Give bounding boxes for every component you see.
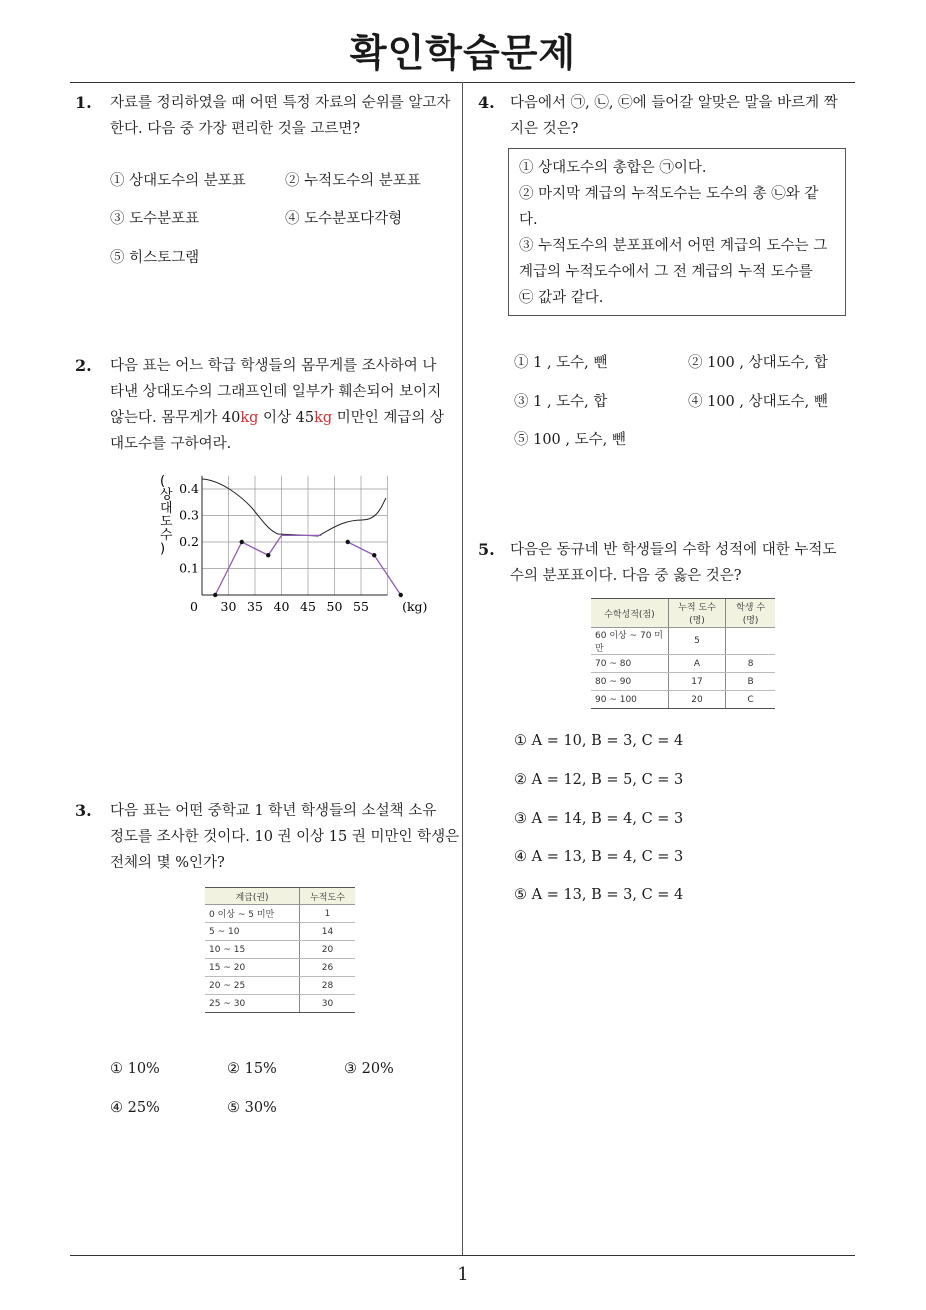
question-number: 2. xyxy=(75,356,92,375)
q1-option-2[interactable]: ② 누적도수의 분포표 xyxy=(285,173,421,189)
data-point xyxy=(266,553,270,557)
table-row xyxy=(205,923,355,941)
question-1 xyxy=(75,90,460,142)
table-header: 누적 도수(명) xyxy=(668,599,725,628)
question-text-line: 타낸 상대도수의 그래프인데 일부가 훼손되어 보이지 xyxy=(110,384,442,400)
table-row xyxy=(205,941,355,959)
table-cell: 80 ~ 90 xyxy=(591,673,668,691)
x-tick-label: 50 xyxy=(326,599,343,614)
table-header-row xyxy=(205,888,355,905)
q1-option-3[interactable]: ③ 도수분포표 xyxy=(110,211,200,227)
x-tick-label: 0 xyxy=(190,599,198,614)
q4-option-1[interactable]: ① 1 , 도수, 뺀 xyxy=(514,355,608,371)
table-cell: 20 ~ 25 xyxy=(205,977,300,995)
table-cell: 15 ~ 20 xyxy=(205,959,300,977)
question-text-line: 대도수를 구하여라. xyxy=(110,436,232,452)
q5-option-1[interactable]: ① A = 10, B = 3, C = 4 xyxy=(514,733,684,749)
table-cell: 28 xyxy=(300,977,356,995)
q3-option-4[interactable]: ④ 25% xyxy=(110,1100,160,1116)
table-cell: 20 xyxy=(300,941,356,959)
statement-line: ㉢ 값과 같다. xyxy=(519,290,604,306)
table-row xyxy=(205,959,355,977)
page-title: 확인학습문제 xyxy=(349,31,577,75)
x-tick-label: 35 xyxy=(247,599,263,614)
table-header: 계급(권) xyxy=(205,888,300,905)
statement-box xyxy=(508,148,846,316)
x-tick-label: 40 xyxy=(273,599,290,614)
x-tick-labels xyxy=(190,599,427,614)
question-2 xyxy=(75,353,460,457)
q1-option-4[interactable]: ④ 도수분포다각형 xyxy=(285,211,403,227)
q1-option-5[interactable]: ⑤ 히스토그램 xyxy=(110,250,200,266)
table-cell: 70 ~ 80 xyxy=(591,655,668,673)
question-text-line: 다음에서 ㉠, ㉡, ㉢에 들어갈 알맞은 말을 바르게 짝 xyxy=(510,95,838,111)
table-row xyxy=(591,628,775,655)
table-cell: 90 ~ 100 xyxy=(591,691,668,709)
table-header-row xyxy=(591,599,775,628)
y-axis-label xyxy=(160,474,173,557)
q4-option-3[interactable]: ③ 1 , 도수, 합 xyxy=(514,394,608,410)
question-text xyxy=(110,798,460,876)
question-text-line: 지은 것은? xyxy=(510,121,579,137)
table-cell: B xyxy=(726,673,775,691)
table-header: 누적도수 xyxy=(300,888,356,905)
table-cell xyxy=(726,628,775,655)
table-cell: 20 xyxy=(668,691,725,709)
statement-line: ③ 누적도수의 분포표에서 어떤 계급의 도수는 그 xyxy=(519,238,828,254)
table-cell: 10 ~ 15 xyxy=(205,941,300,959)
question-text-line: 전체의 몇 %인가? xyxy=(110,855,225,871)
table-row xyxy=(205,995,355,1013)
y-tick-label: 0.2 xyxy=(179,534,199,549)
q3-option-3[interactable]: ③ 20% xyxy=(344,1061,394,1077)
bottom-rule xyxy=(70,1255,855,1256)
question-number: 4. xyxy=(478,93,495,112)
y-axis-label-text: ( 상 대 도 수 ) xyxy=(160,474,173,557)
q4-option-5[interactable]: ⑤ 100 , 도수, 뺀 xyxy=(514,432,626,448)
q3-option-5[interactable]: ⑤ 30% xyxy=(227,1100,277,1116)
x-tick-label: 30 xyxy=(220,599,237,614)
table-row xyxy=(205,977,355,995)
table-cell: 8 xyxy=(726,655,775,673)
q1-option-1[interactable]: ① 상대도수의 분포표 xyxy=(110,173,246,189)
question-text-line: 자료를 정리하였을 때 어떤 특정 자료의 순위를 알고자 xyxy=(110,95,451,111)
column-divider xyxy=(462,82,463,1256)
table-cell: C xyxy=(726,691,775,709)
table-row xyxy=(205,905,355,923)
question-text-line: 정도를 조사한 것이다. 10 권 이상 15 권 미만인 학생은 xyxy=(110,829,460,845)
table-cell: 0 이상 ~ 5 미만 xyxy=(205,905,300,923)
statement-line: ② 마지막 계급의 누적도수는 도수의 총 ㉡와 같 xyxy=(519,186,819,202)
table-cell: 14 xyxy=(300,923,356,941)
text-part: 이상 45 xyxy=(258,410,315,426)
question-text-line: 다음 표는 어떤 중학교 1 학년 학생들의 소설책 소유 xyxy=(110,803,437,819)
table-cell: 25 ~ 30 xyxy=(205,995,300,1013)
question-text xyxy=(510,537,863,589)
text-part: 미만인 계급의 상 xyxy=(332,410,445,426)
question-number: 1. xyxy=(75,93,92,112)
question-text-line: 다음 표는 어느 학급 학생들의 몸무게를 조사하여 나 xyxy=(110,358,437,374)
y-tick-label: 0.4 xyxy=(179,481,199,496)
q3-option-1[interactable]: ① 10% xyxy=(110,1061,160,1077)
question-text xyxy=(510,90,863,142)
question-text-line: 수의 분포표이다. 다음 중 옳은 것은? xyxy=(510,568,742,584)
statement-line: ① 상대도수의 총합은 ㉠이다. xyxy=(519,160,707,176)
q4-option-4[interactable]: ④ 100 , 상대도수, 뺀 xyxy=(688,394,828,410)
question-5 xyxy=(478,537,863,589)
table-cell: A xyxy=(668,655,725,673)
question-text-line: 한다. 다음 중 가장 편리한 것을 고르면? xyxy=(110,121,361,137)
y-tick-label: 0.3 xyxy=(179,507,199,523)
question-4 xyxy=(478,90,863,142)
question-text xyxy=(110,90,460,142)
table-header: 수학성적(점) xyxy=(591,599,668,628)
table-cell: 5 xyxy=(668,628,725,655)
math-score-table xyxy=(591,598,775,709)
relative-frequency-chart xyxy=(150,470,428,620)
data-point xyxy=(240,540,244,544)
unit-kg: kg xyxy=(240,410,259,426)
q3-option-2[interactable]: ② 15% xyxy=(227,1061,277,1077)
data-point xyxy=(399,593,403,597)
damaged-region-outline xyxy=(202,479,386,536)
question-number: 5. xyxy=(478,540,495,559)
question-text-line xyxy=(110,405,460,431)
page-number: 1 xyxy=(457,1264,469,1285)
x-axis-unit: (kg) xyxy=(402,599,428,614)
statement-line: 다. xyxy=(519,212,538,228)
q5-option-3[interactable]: ③ A = 14, B = 4, C = 3 xyxy=(514,811,684,827)
question-number: 3. xyxy=(75,801,92,820)
table-cell: 1 xyxy=(300,905,356,923)
question-3 xyxy=(75,798,460,876)
table-header: 학생 수(명) xyxy=(726,599,775,628)
data-point xyxy=(213,593,217,597)
question-text-line: 다음은 동규네 반 학생들의 수학 성적에 대한 누적도 xyxy=(510,542,837,558)
data-point xyxy=(346,540,350,544)
x-tick-label: 55 xyxy=(353,599,369,614)
q5-option-4[interactable]: ④ A = 13, B = 4, C = 3 xyxy=(514,849,684,865)
x-tick-label: 45 xyxy=(300,599,316,614)
table-row xyxy=(591,655,775,673)
unit-kg: kg xyxy=(314,410,333,426)
question-text xyxy=(110,353,460,457)
table-cell: 26 xyxy=(300,959,356,977)
y-tick-labels xyxy=(179,481,199,576)
y-tick-label: 0.1 xyxy=(179,560,199,576)
table-row xyxy=(591,691,775,709)
q5-option-2[interactable]: ② A = 12, B = 5, C = 3 xyxy=(514,772,684,788)
table-cell: 60 이상 ~ 70 미만 xyxy=(591,628,668,655)
book-count-table xyxy=(205,887,355,1013)
q4-option-2[interactable]: ② 100 , 상대도수, 합 xyxy=(688,355,828,371)
table-cell: 30 xyxy=(300,995,356,1013)
table-cell: 17 xyxy=(668,673,725,691)
table-row xyxy=(591,673,775,691)
text-part: 않는다. 몸무게가 40 xyxy=(110,410,241,426)
statement-line: 계급의 누적도수에서 그 전 계급의 누적 도수를 xyxy=(519,264,813,280)
table-cell: 5 ~ 10 xyxy=(205,923,300,941)
q5-option-5[interactable]: ⑤ A = 13, B = 3, C = 4 xyxy=(514,887,684,903)
series-line-partial xyxy=(268,535,321,555)
data-point xyxy=(372,553,376,557)
